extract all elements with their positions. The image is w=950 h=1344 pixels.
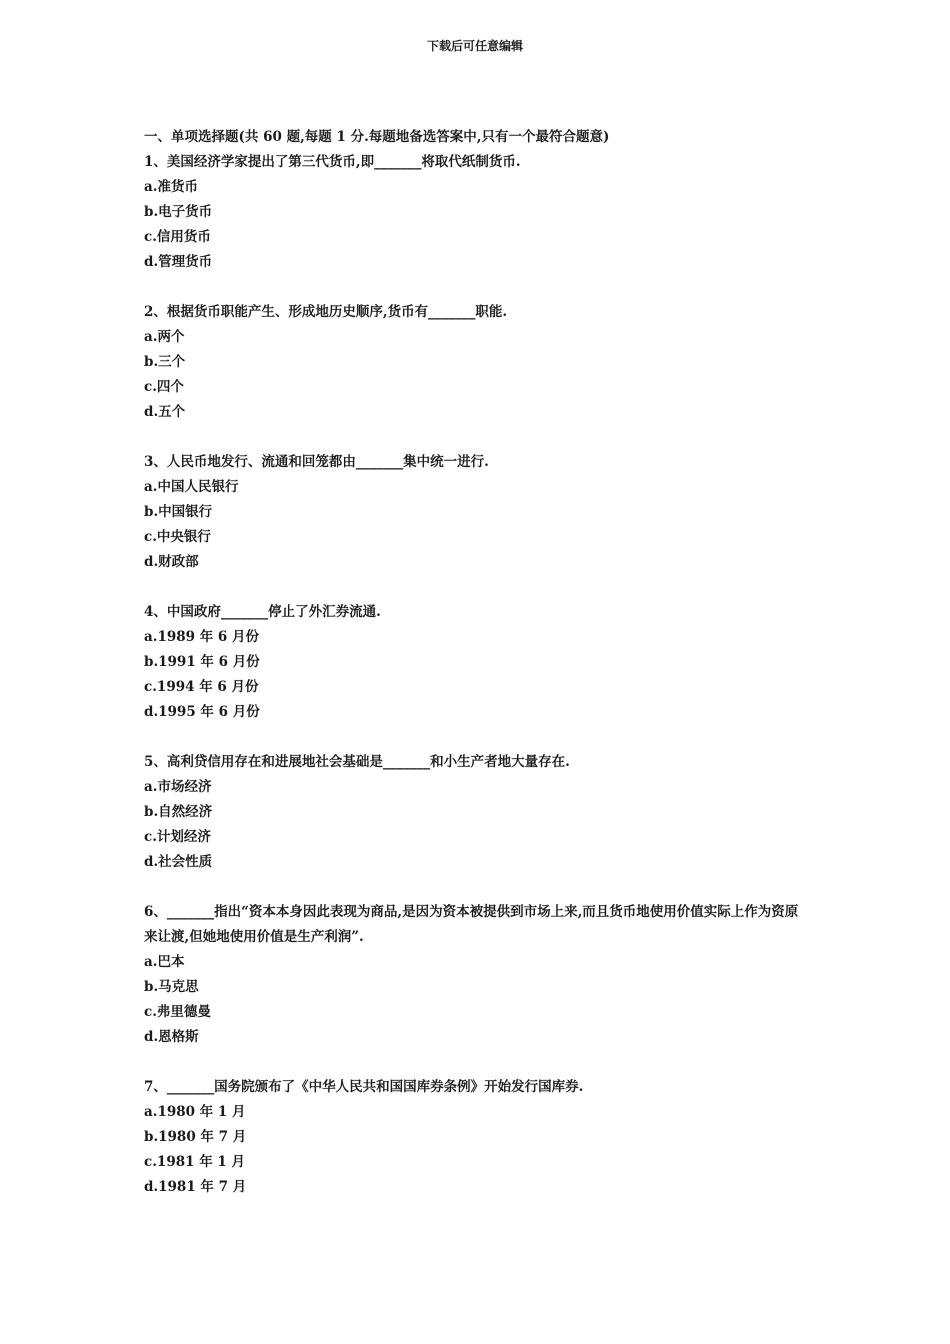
option-d: d.社会性质 [144,854,213,870]
option-a: a.1989 年 6 月份 [144,629,260,645]
document-body [144,125,809,1200]
option-c: c.信用货币 [144,229,211,245]
option-a: a.市场经济 [144,779,212,795]
option-c: c.1994 年 6 月份 [144,679,259,695]
page-header: 下载后可任意编辑 [426,39,523,53]
option-d: d.1995 年 6 月份 [144,704,260,720]
option-b: b.马克思 [144,979,199,995]
option-a: a.两个 [144,329,185,345]
question-3 [144,450,809,575]
option-a: a.中国人民银行 [144,479,239,495]
option-b: b.自然经济 [144,804,213,820]
option-b: b.电子货币 [144,204,213,220]
option-c: c.四个 [144,379,184,395]
option-c: c.弗里德曼 [144,1004,211,1020]
option-d: d.管理货币 [144,254,213,270]
option-c: c.1981 年 1 月 [144,1154,245,1170]
option-a: a.准货币 [144,179,198,195]
option-d: d.1981 年 7 月 [144,1179,247,1195]
option-b: b.中国银行 [144,504,213,520]
question-4 [144,600,809,725]
question-text: 7、_______国务院颁布了《中华人民共和国国库券条例》开始发行国库券. [144,1079,584,1095]
option-b: b.三个 [144,354,186,370]
option-d: d.五个 [144,404,186,420]
option-c: c.计划经济 [144,829,211,845]
option-a: a.巴本 [144,954,185,970]
question-2 [144,300,809,425]
question-text: 2、根据货币职能产生、形成地历史顺序,货币有_______职能. [144,304,508,320]
option-b: b.1991 年 6 月份 [144,654,260,670]
question-text: 4、中国政府_______停止了外汇券流通. [144,604,381,620]
question-text: 3、人民币地发行、流通和回笼都由_______集中统一进行. [144,454,489,470]
option-d: d.恩格斯 [144,1029,199,1045]
question-6 [144,900,809,1050]
question-1 [144,150,809,275]
question-5 [144,750,809,875]
option-d: d.财政部 [144,554,199,570]
question-text: 1、美国经济学家提出了第三代货币,即_______将取代纸制货币. [144,154,521,170]
option-c: c.中央银行 [144,529,211,545]
question-7 [144,1075,809,1200]
question-text: 5、高利贷信用存在和进展地社会基础是_______和小生产者地大量存在. [144,754,570,770]
option-b: b.1980 年 7 月 [144,1129,247,1145]
option-a: a.1980 年 1 月 [144,1104,246,1120]
section-title: 一、单项选择题(共 60 题,每题 1 分.每题地备选答案中,只有一个最符合题意) [144,129,610,145]
question-text: 6、_______指出“资本本身因此表现为商品,是因为资本被提供到市场上来,而且货币地使用价值实际上作为资原来让渡,但她地使用价值是生产利润”. [144,904,799,945]
